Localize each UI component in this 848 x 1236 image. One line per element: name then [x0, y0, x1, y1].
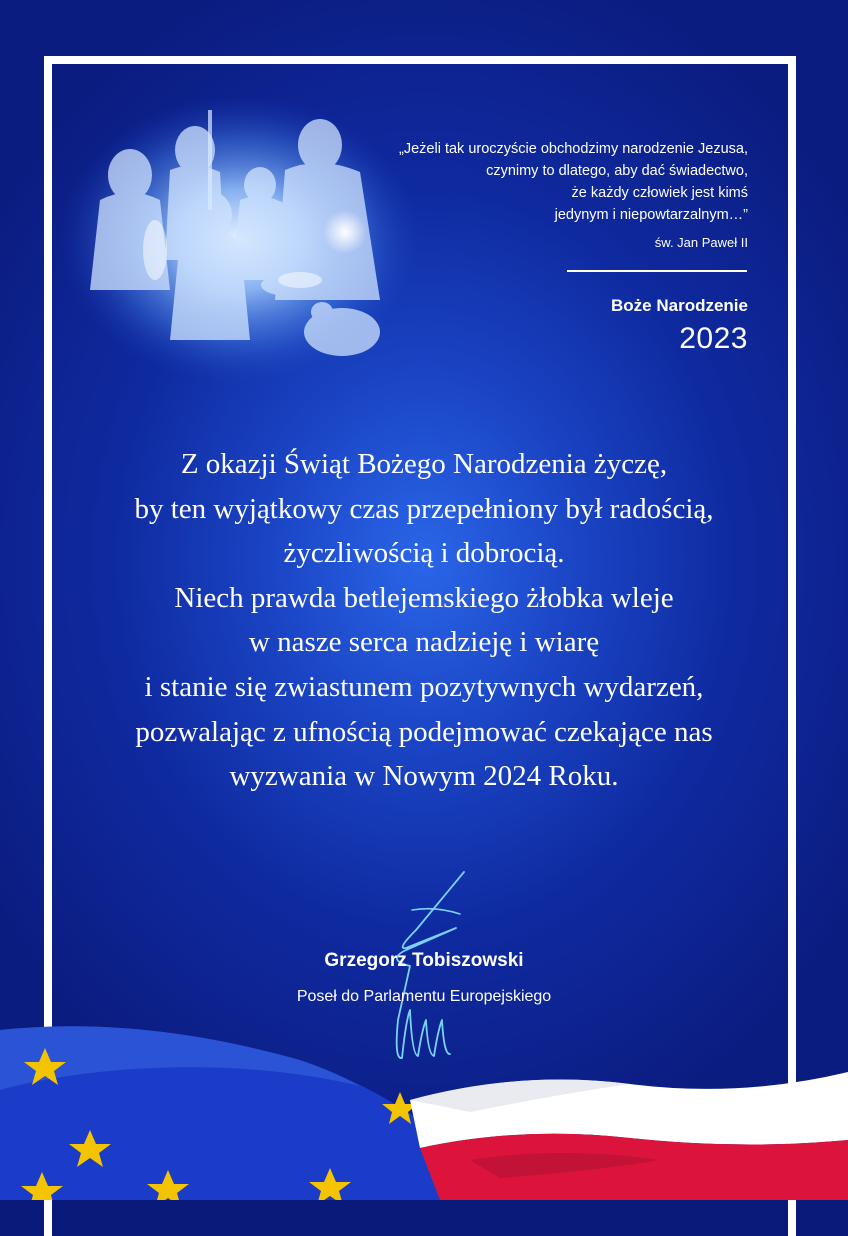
quote-block: [308, 138, 748, 254]
wishes-line: Z okazji Świąt Bożego Narodzenia życzę,: [180, 448, 668, 480]
quote-line: „Jeżeli tak uroczyście obchodzimy narodzenie Jezusa,: [399, 141, 748, 157]
sender-name: Grzegorz Tobiszowski: [324, 950, 524, 971]
wishes-line: by ten wyjątkowy czas przepełniony był radością,: [134, 492, 714, 525]
divider: [567, 270, 747, 272]
quote-line: czynimy to dlatego, aby dać świadectwo,: [486, 163, 748, 179]
wishes-text: [60, 442, 788, 799]
wishes-line: Niech prawda betlejemskiego żłobka wleje: [174, 581, 674, 614]
quote-line: że każdy człowiek jest kimś: [571, 185, 748, 201]
flags-banner: [0, 1020, 848, 1200]
holiday-title: Boże Narodzenie: [611, 296, 748, 315]
wishes-line: pozwalając z ufnością podejmować czekające nas: [135, 715, 713, 748]
year-label: 2023: [679, 322, 748, 355]
wishes-line: i stanie się zwiastunem pozytywnych wydarzeń,: [144, 670, 704, 703]
quote-author: św. Jan Paweł II: [654, 235, 748, 250]
wishes-line: w nasze serca nadzieję i wiarę: [248, 626, 600, 659]
quote-line: jedynym i niepowtarzalnym…”: [554, 207, 748, 223]
wishes-line: wyzwania w Nowym 2024 Roku.: [229, 760, 619, 793]
wishes-line: życzliwością i dobrocią.: [283, 537, 565, 570]
sender-role: Poseł do Parlamentu Europejskiego: [296, 988, 552, 1005]
